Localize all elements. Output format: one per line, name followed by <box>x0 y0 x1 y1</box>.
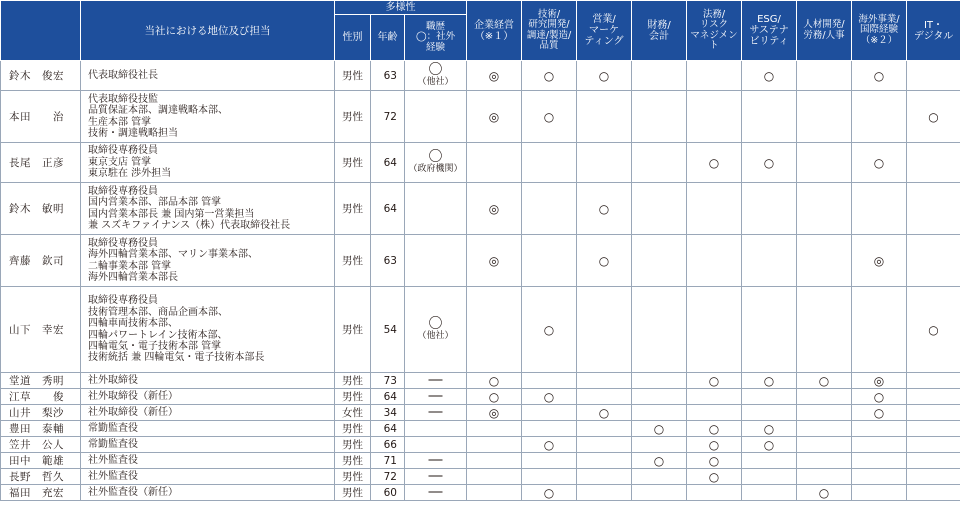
skill-mark-1 <box>522 453 577 469</box>
table-row <box>1 183 960 235</box>
director-name: 本田 治 <box>1 91 81 143</box>
director-gender: 男性 <box>335 437 371 453</box>
skill-mark-2: ○ <box>577 183 632 235</box>
skill-mark-3: ○ <box>632 453 687 469</box>
table-row <box>1 287 960 373</box>
director-position <box>81 183 335 235</box>
director-position <box>81 287 335 373</box>
director-name: 長野 哲久 <box>1 469 81 485</box>
director-position <box>81 405 335 421</box>
position-line: 取締役専務役員 <box>88 237 158 249</box>
director-name: 長尾 正彦 <box>1 143 81 183</box>
skill-mark-1: ○ <box>522 389 577 405</box>
skill-mark-3 <box>632 389 687 405</box>
skill-mark-7: ○ <box>852 61 907 91</box>
director-career <box>405 485 467 501</box>
skill-mark-1 <box>522 421 577 437</box>
director-name: 笠井 公人 <box>1 437 81 453</box>
skill-mark-6 <box>797 421 852 437</box>
director-career <box>405 405 467 421</box>
table-row <box>1 235 960 287</box>
table-row <box>1 469 960 485</box>
director-position <box>81 437 335 453</box>
director-age: 72 <box>371 91 405 143</box>
skill-mark-0: ○ <box>467 373 522 389</box>
skill-mark-3 <box>632 143 687 183</box>
table-row <box>1 437 960 453</box>
skill-mark-7 <box>852 287 907 373</box>
skill-mark-7 <box>852 183 907 235</box>
header-diversity: 多様性 <box>335 1 467 15</box>
position-line: 海外四輪営業本部長 <box>88 271 178 283</box>
skill-mark-1 <box>522 235 577 287</box>
director-position <box>81 61 335 91</box>
position-line: 技術統括 兼 四輪電気・電子技術本部長 <box>88 352 265 364</box>
director-name: 鈴木 敏明 <box>1 183 81 235</box>
skill-mark-4: ○ <box>687 437 742 453</box>
skill-mark-7 <box>852 91 907 143</box>
director-age: 72 <box>371 469 405 485</box>
skill-mark-1: ○ <box>522 485 577 501</box>
skill-mark-1 <box>522 469 577 485</box>
position-line: 社外監査役（新任） <box>88 486 178 498</box>
skill-mark-3 <box>632 183 687 235</box>
skill-mark-3: ○ <box>632 421 687 437</box>
table-header <box>1 1 960 61</box>
header-skill-3: 財務/ 会計 <box>632 1 687 61</box>
skill-mark-0 <box>467 437 522 453</box>
position-line: 生産本部 管掌 <box>88 116 152 128</box>
skill-mark-4 <box>687 183 742 235</box>
director-position <box>81 485 335 501</box>
skill-mark-2 <box>577 485 632 501</box>
skill-mark-3 <box>632 61 687 91</box>
director-gender: 男性 <box>335 485 371 501</box>
director-age: 71 <box>371 453 405 469</box>
director-position <box>81 235 335 287</box>
header-gender: 性別 <box>335 15 371 61</box>
skill-mark-4 <box>687 61 742 91</box>
skill-mark-8 <box>907 421 960 437</box>
director-age: 60 <box>371 485 405 501</box>
header-skill-4: 法務/ リスク マネジメント <box>687 1 742 61</box>
director-gender: 男性 <box>335 143 371 183</box>
skill-mark-6 <box>797 183 852 235</box>
skill-mark-5 <box>742 287 797 373</box>
header-skill-8: IT・ デジタル <box>907 1 960 61</box>
skill-mark-3 <box>632 469 687 485</box>
director-name: 豊田 泰輔 <box>1 421 81 437</box>
skill-mark-4: ○ <box>687 469 742 485</box>
skill-mark-2 <box>577 421 632 437</box>
header-name-blank <box>1 1 81 61</box>
skill-mark-6 <box>797 437 852 453</box>
skill-mark-5 <box>742 405 797 421</box>
skill-mark-6 <box>797 61 852 91</box>
director-gender: 男性 <box>335 421 371 437</box>
skill-mark-4: ○ <box>687 373 742 389</box>
director-gender: 男性 <box>335 287 371 373</box>
skill-mark-7: ○ <box>852 405 907 421</box>
director-gender: 男性 <box>335 91 371 143</box>
director-career <box>405 287 467 373</box>
skill-mark-1 <box>522 373 577 389</box>
director-position <box>81 421 335 437</box>
director-gender: 男性 <box>335 453 371 469</box>
position-line: 技術管理本部、商品企画本部、 <box>88 306 228 318</box>
director-name: 福田 充宏 <box>1 485 81 501</box>
skill-mark-4 <box>687 91 742 143</box>
position-line: 社外監査役 <box>88 470 138 482</box>
position-line: 東京駐在 渉外担当 <box>88 168 172 180</box>
skill-mark-0: ◎ <box>467 235 522 287</box>
skill-mark-1 <box>522 405 577 421</box>
skill-mark-5: ○ <box>742 373 797 389</box>
career-mark: ― <box>428 388 443 404</box>
director-age: 73 <box>371 373 405 389</box>
skill-mark-0: ◎ <box>467 405 522 421</box>
skill-mark-6: ○ <box>797 485 852 501</box>
skill-mark-2 <box>577 91 632 143</box>
position-line: 四輪車両技術本部、 <box>88 318 178 330</box>
header-skill-0: 企業経営 （※１） <box>467 1 522 61</box>
skill-mark-8 <box>907 437 960 453</box>
skill-mark-2 <box>577 143 632 183</box>
skill-mark-7 <box>852 485 907 501</box>
skill-mark-1: ○ <box>522 437 577 453</box>
position-line: 四輪パワートレイン技術本部、 <box>88 329 228 341</box>
skill-mark-8 <box>907 61 960 91</box>
director-position <box>81 389 335 405</box>
director-gender: 男性 <box>335 373 371 389</box>
header-skill-5: ESG/ サステナ ビリティ <box>742 1 797 61</box>
table-row <box>1 373 960 389</box>
career-mark: 〇 <box>428 62 443 78</box>
table-body <box>1 61 960 501</box>
skill-mark-5: ○ <box>742 421 797 437</box>
skill-mark-5 <box>742 453 797 469</box>
header-skill-1: 技術/ 研究開発/ 調達/製造/ 品質 <box>522 1 577 61</box>
position-line: 海外四輪営業本部、マリン事業本部、 <box>88 249 258 261</box>
skill-mark-7 <box>852 469 907 485</box>
position-line: 四輪電気・電子技術本部 管掌 <box>88 340 222 352</box>
skill-mark-3 <box>632 437 687 453</box>
skill-mark-2 <box>577 453 632 469</box>
skill-mark-1: ○ <box>522 61 577 91</box>
skill-mark-1: ○ <box>522 91 577 143</box>
director-position <box>81 373 335 389</box>
skill-mark-0 <box>467 485 522 501</box>
director-age: 64 <box>371 421 405 437</box>
position-line: 代表取締役社長 <box>88 69 158 81</box>
skill-mark-2 <box>577 389 632 405</box>
position-line: 兼 スズキファイナンス（株）代表取締役社長 <box>88 219 291 231</box>
director-age: 63 <box>371 61 405 91</box>
skill-mark-5 <box>742 183 797 235</box>
skill-mark-2: ○ <box>577 61 632 91</box>
director-age: 64 <box>371 183 405 235</box>
director-career <box>405 235 467 287</box>
skill-mark-6 <box>797 469 852 485</box>
position-line: 二輪事業本部 管掌 <box>88 260 172 272</box>
skill-mark-8 <box>907 143 960 183</box>
director-age: 66 <box>371 437 405 453</box>
skill-mark-6 <box>797 235 852 287</box>
table-row <box>1 61 960 91</box>
director-position <box>81 91 335 143</box>
director-career <box>405 61 467 91</box>
skill-mark-6 <box>797 287 852 373</box>
skill-mark-5: ○ <box>742 437 797 453</box>
skill-mark-0 <box>467 469 522 485</box>
header-skill-7: 海外事業/ 国際経験 （※２） <box>852 1 907 61</box>
position-line: 常勤監査役 <box>88 438 138 450</box>
career-mark: ― <box>428 452 443 468</box>
skill-mark-3 <box>632 485 687 501</box>
header-position: 当社における地位及び担当 <box>81 1 335 61</box>
director-name: 山井 梨沙 <box>1 405 81 421</box>
skill-mark-7: ○ <box>852 143 907 183</box>
position-line: 東京支店 管掌 <box>88 156 152 168</box>
skill-mark-3 <box>632 235 687 287</box>
director-career <box>405 469 467 485</box>
skill-mark-6 <box>797 143 852 183</box>
skill-mark-4 <box>687 485 742 501</box>
skill-mark-5: ○ <box>742 143 797 183</box>
skill-mark-0 <box>467 287 522 373</box>
director-name: 齊藤 欽司 <box>1 235 81 287</box>
director-gender: 男性 <box>335 183 371 235</box>
skill-mark-7: ○ <box>852 389 907 405</box>
table-row <box>1 405 960 421</box>
director-age: 64 <box>371 143 405 183</box>
director-position <box>81 469 335 485</box>
director-name: 山下 幸宏 <box>1 287 81 373</box>
skill-mark-8 <box>907 405 960 421</box>
position-line: 技術・調達戦略担当 <box>88 127 178 139</box>
director-career <box>405 143 467 183</box>
skill-mark-6 <box>797 453 852 469</box>
skill-mark-2: ○ <box>577 405 632 421</box>
skill-mark-4 <box>687 235 742 287</box>
position-line: 社外取締役（新任） <box>88 406 178 418</box>
skill-mark-5 <box>742 91 797 143</box>
skill-mark-0: ◎ <box>467 91 522 143</box>
skill-mark-5 <box>742 235 797 287</box>
skill-mark-6 <box>797 91 852 143</box>
table-row <box>1 389 960 405</box>
skill-mark-5 <box>742 389 797 405</box>
skill-mark-3 <box>632 91 687 143</box>
director-career <box>405 91 467 143</box>
skill-mark-7 <box>852 421 907 437</box>
position-line: 社外監査役 <box>88 454 138 466</box>
position-line: 品質保証本部、調達戦略本部、 <box>88 105 228 117</box>
header-career: 職歴 ◯：社外 経験 <box>405 15 467 61</box>
career-mark: 〇 <box>428 316 443 332</box>
skill-mark-3 <box>632 287 687 373</box>
table-row <box>1 453 960 469</box>
skill-mark-1: ○ <box>522 287 577 373</box>
skill-mark-0 <box>467 453 522 469</box>
skill-mark-2 <box>577 437 632 453</box>
director-name: 堂道 秀明 <box>1 373 81 389</box>
skill-mark-2: ○ <box>577 235 632 287</box>
table-row <box>1 421 960 437</box>
header-age: 年齢 <box>371 15 405 61</box>
skill-mark-8 <box>907 485 960 501</box>
skill-mark-0: ○ <box>467 389 522 405</box>
header-skill-6: 人材開発/ 労務/人事 <box>797 1 852 61</box>
director-career <box>405 389 467 405</box>
director-name: 江草 俊 <box>1 389 81 405</box>
director-career <box>405 437 467 453</box>
position-line: 国内営業本部、部品本部 管掌 <box>88 197 222 209</box>
skill-mark-1 <box>522 183 577 235</box>
director-gender: 女性 <box>335 405 371 421</box>
director-name: 田中 範雄 <box>1 453 81 469</box>
skill-mark-8 <box>907 183 960 235</box>
director-career <box>405 183 467 235</box>
skill-mark-4: ○ <box>687 421 742 437</box>
director-career <box>405 373 467 389</box>
skill-mark-3 <box>632 405 687 421</box>
director-age: 63 <box>371 235 405 287</box>
director-gender: 男性 <box>335 235 371 287</box>
director-gender: 男性 <box>335 61 371 91</box>
director-gender: 男性 <box>335 389 371 405</box>
career-mark: ― <box>428 372 443 388</box>
skill-mark-4: ○ <box>687 143 742 183</box>
table-row <box>1 91 960 143</box>
director-name: 鈴木 俊宏 <box>1 61 81 91</box>
skill-mark-8: ○ <box>907 91 960 143</box>
skill-mark-4 <box>687 389 742 405</box>
position-line: 取締役専務役員 <box>88 295 158 307</box>
skill-mark-4: ○ <box>687 453 742 469</box>
career-mark: ― <box>428 468 443 484</box>
career-note: （他社） <box>417 331 454 341</box>
position-line: 取締役専務役員 <box>88 145 158 157</box>
skill-mark-4 <box>687 287 742 373</box>
position-line: 代表取締役技監 <box>88 93 158 105</box>
skill-mark-8 <box>907 235 960 287</box>
director-career <box>405 453 467 469</box>
skill-mark-5 <box>742 469 797 485</box>
skill-mark-8 <box>907 453 960 469</box>
skill-mark-0: ◎ <box>467 183 522 235</box>
skill-mark-6: ○ <box>797 373 852 389</box>
table-row <box>1 143 960 183</box>
career-note: （他社） <box>417 77 454 87</box>
position-line: 常勤監査役 <box>88 422 138 434</box>
skill-mark-7 <box>852 437 907 453</box>
skill-mark-6 <box>797 405 852 421</box>
skill-mark-7: ◎ <box>852 235 907 287</box>
career-mark: ― <box>428 404 443 420</box>
skill-mark-3 <box>632 373 687 389</box>
skill-mark-8 <box>907 469 960 485</box>
position-line: 国内営業本部長 兼 国内第一営業担当 <box>88 208 255 220</box>
director-gender: 男性 <box>335 469 371 485</box>
position-line: 社外取締役 <box>88 374 138 386</box>
skill-mark-6 <box>797 389 852 405</box>
skill-mark-0: ◎ <box>467 61 522 91</box>
skill-mark-1 <box>522 143 577 183</box>
skill-mark-8 <box>907 373 960 389</box>
director-age: 64 <box>371 389 405 405</box>
skill-mark-4 <box>687 405 742 421</box>
skill-mark-5: ○ <box>742 61 797 91</box>
skill-mark-8: ○ <box>907 287 960 373</box>
skill-mark-0 <box>467 143 522 183</box>
skill-mark-2 <box>577 287 632 373</box>
header-skill-2: 営業/ マーケ ティング <box>577 1 632 61</box>
director-career <box>405 421 467 437</box>
skill-mark-5 <box>742 485 797 501</box>
career-mark: ― <box>428 484 443 500</box>
skill-mark-7: ◎ <box>852 373 907 389</box>
director-age: 34 <box>371 405 405 421</box>
director-position <box>81 453 335 469</box>
table-row <box>1 485 960 501</box>
skill-mark-7 <box>852 453 907 469</box>
position-line: 社外取締役（新任） <box>88 390 178 402</box>
skill-mark-2 <box>577 469 632 485</box>
director-position <box>81 143 335 183</box>
director-age: 54 <box>371 287 405 373</box>
skill-mark-2 <box>577 373 632 389</box>
skill-mark-8 <box>907 389 960 405</box>
career-mark: 〇 <box>428 149 443 165</box>
skill-mark-0 <box>467 421 522 437</box>
position-line: 取締役専務役員 <box>88 185 158 197</box>
career-note: （政府機関） <box>408 164 463 174</box>
